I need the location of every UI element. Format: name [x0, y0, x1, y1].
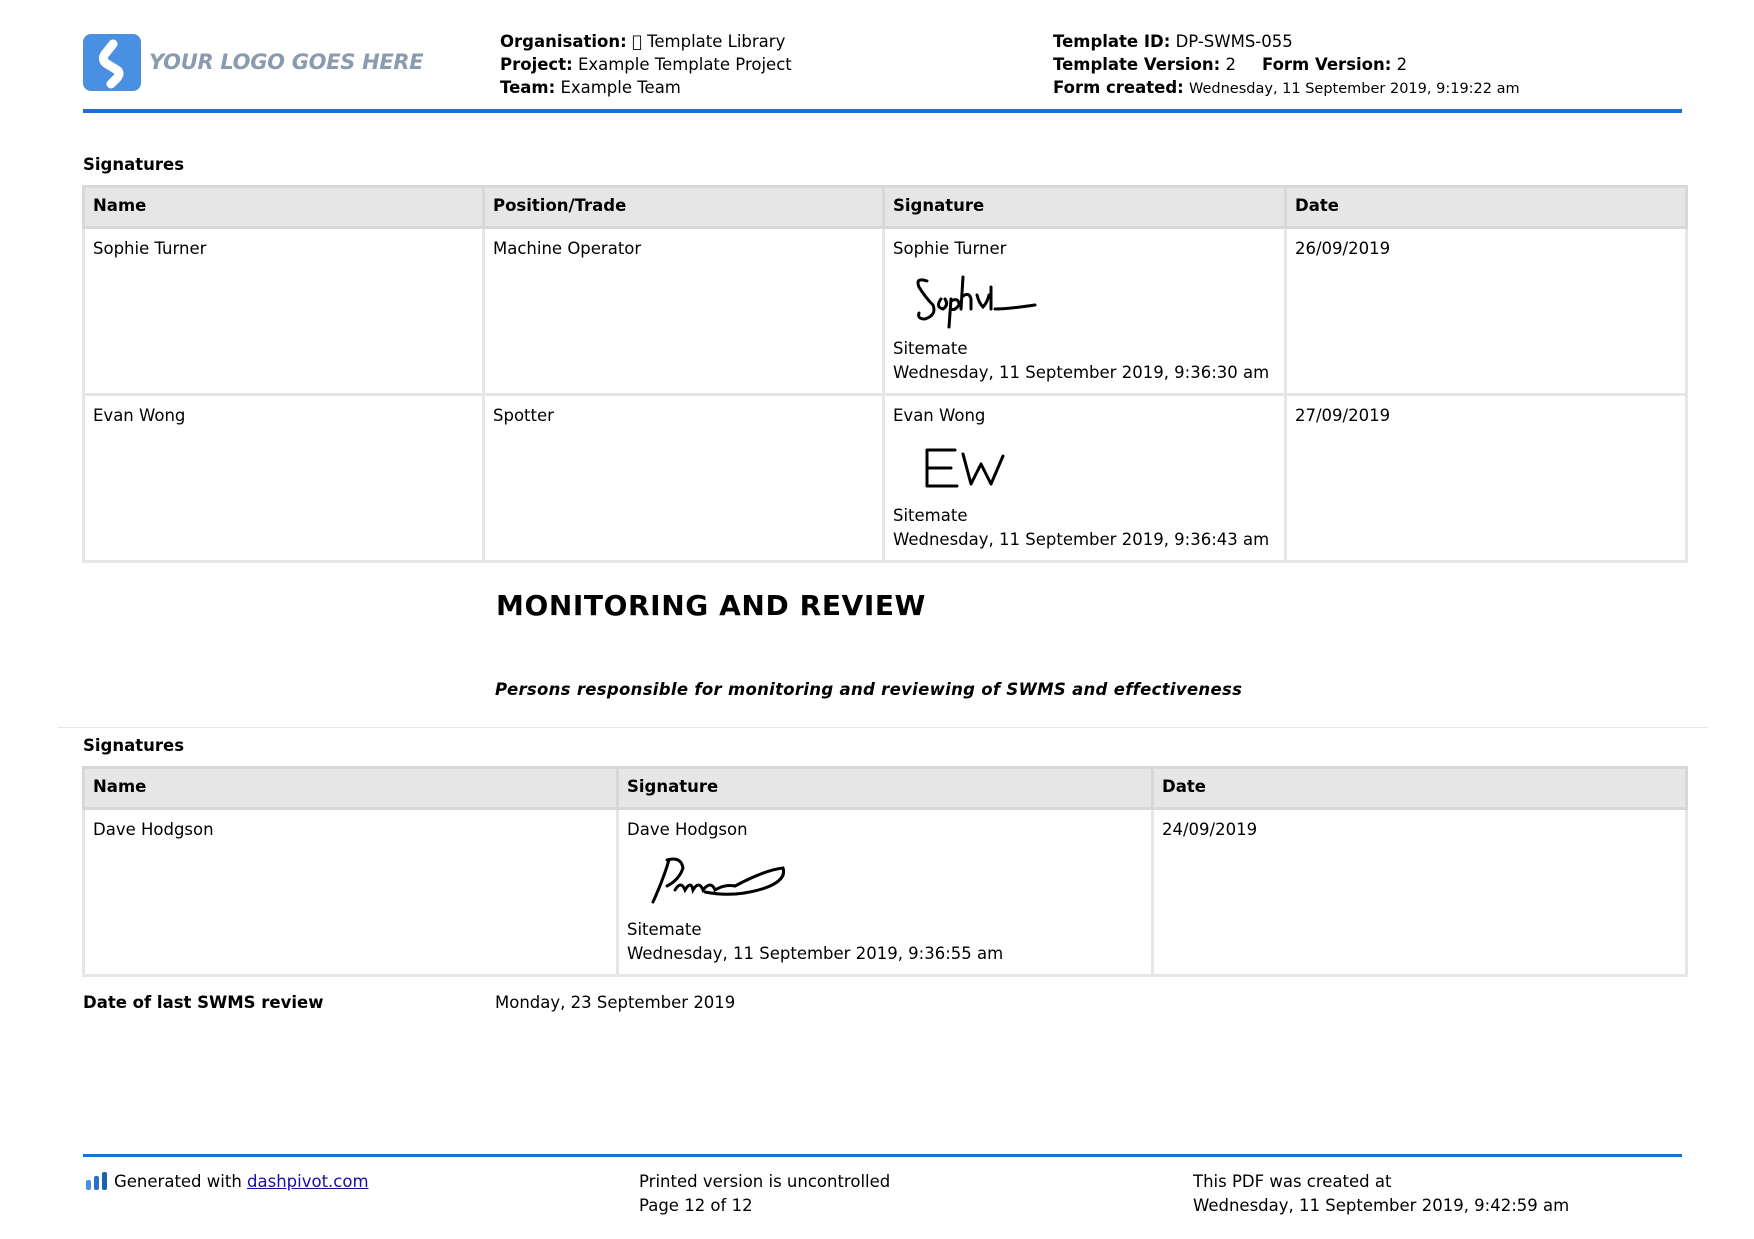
project-label: Project: [500, 55, 573, 74]
signatures-table [82, 185, 1688, 563]
section-heading: MONITORING AND REVIEW [496, 589, 927, 622]
table-header-row [84, 768, 1687, 809]
column-header-signature: Signature [884, 187, 1286, 228]
signer-name: Dave Hodgson [627, 820, 748, 839]
table-row [84, 809, 1687, 976]
cell-position: Spotter [484, 395, 884, 562]
table-row [84, 228, 1687, 395]
header-org-block [500, 30, 792, 99]
footer-generated [86, 1170, 369, 1194]
cell-date: 27/09/2019 [1286, 395, 1687, 562]
footer-created [1193, 1170, 1569, 1218]
logo-icon [83, 34, 141, 91]
signer-name: Sophie Turner [893, 239, 1007, 258]
template-id-value: DP-SWMS-055 [1175, 32, 1293, 51]
cell-signature [618, 809, 1153, 976]
template-version-value: 2 [1225, 55, 1236, 74]
form-created-value: Wednesday, 11 September 2019, 9:19:22 am [1189, 81, 1520, 97]
form-version-value: 2 [1396, 55, 1408, 74]
team-label: Team: [500, 78, 556, 97]
team-value: Example Team [560, 78, 681, 97]
cell-position: Machine Operator [484, 228, 884, 395]
form-created-label: Form created: [1053, 78, 1184, 97]
table-row [84, 395, 1687, 562]
created-timestamp: Wednesday, 11 September 2019, 9:42:59 am [1193, 1196, 1570, 1215]
form-version-label: Form Version: [1261, 55, 1392, 74]
created-label: This PDF was created at [1193, 1172, 1392, 1191]
column-header-position: Position/Trade [484, 187, 884, 228]
cell-date: 24/09/2019 [1153, 809, 1687, 976]
signature-image [907, 269, 1037, 331]
cell-name: Sophie Turner [84, 228, 484, 395]
dashpivot-link[interactable]: dashpivot.com [247, 1172, 369, 1191]
cell-name: Dave Hodgson [84, 809, 618, 976]
signature-timestamp: Wednesday, 11 September 2019, 9:36:30 am [893, 363, 1270, 382]
table-header-row [84, 187, 1687, 228]
column-header-date: Date [1153, 768, 1687, 809]
cell-signature [884, 228, 1286, 395]
column-header-date: Date [1286, 187, 1687, 228]
signature-source: Sitemate [627, 920, 702, 939]
last-review-label: Date of last SWMS review [83, 993, 324, 1012]
signature-source: Sitemate [893, 339, 968, 358]
printed-note: Printed version is uncontrolled [639, 1172, 891, 1191]
footer-divider [83, 1154, 1682, 1157]
header-divider [83, 109, 1682, 113]
dashpivot-icon [86, 1172, 108, 1190]
cell-date: 26/09/2019 [1286, 228, 1687, 395]
signer-name: Evan Wong [893, 406, 986, 425]
template-id-label: Template ID: [1053, 32, 1171, 51]
column-header-signature: Signature [618, 768, 1153, 809]
signature-timestamp: Wednesday, 11 September 2019, 9:36:43 am [893, 530, 1270, 549]
project-value: Example Template Project [577, 55, 792, 74]
signature-timestamp: Wednesday, 11 September 2019, 9:36:55 am [627, 944, 1004, 963]
organisation-label: Organisation: [500, 32, 627, 51]
signature-image [907, 436, 1037, 498]
template-version-label: Template Version: [1053, 55, 1221, 74]
signature-image [645, 850, 785, 912]
organisation-value: Template Library [631, 32, 771, 51]
last-review-value: Monday, 23 September 2019 [495, 993, 736, 1012]
signature-source: Sitemate [893, 506, 968, 525]
footer-print-note [639, 1170, 890, 1218]
section-subheading: Persons responsible for monitoring and reviewing of SWMS and effectiveness [495, 680, 1243, 699]
section-divider [58, 727, 1708, 728]
signatures-title: Signatures [83, 736, 185, 755]
column-header-name: Name [84, 768, 618, 809]
logo-mark [83, 34, 141, 91]
column-header-name: Name [84, 187, 484, 228]
signatures-title: Signatures [83, 155, 185, 174]
header-template-block [1053, 30, 1520, 101]
cell-name: Evan Wong [84, 395, 484, 562]
cell-signature [884, 395, 1286, 562]
reviewer-signatures-table [82, 766, 1688, 977]
page-number: Page 12 of 12 [639, 1196, 753, 1215]
logo-text: YOUR LOGO GOES HERE [149, 50, 424, 74]
generated-text: Generated with [114, 1172, 248, 1191]
